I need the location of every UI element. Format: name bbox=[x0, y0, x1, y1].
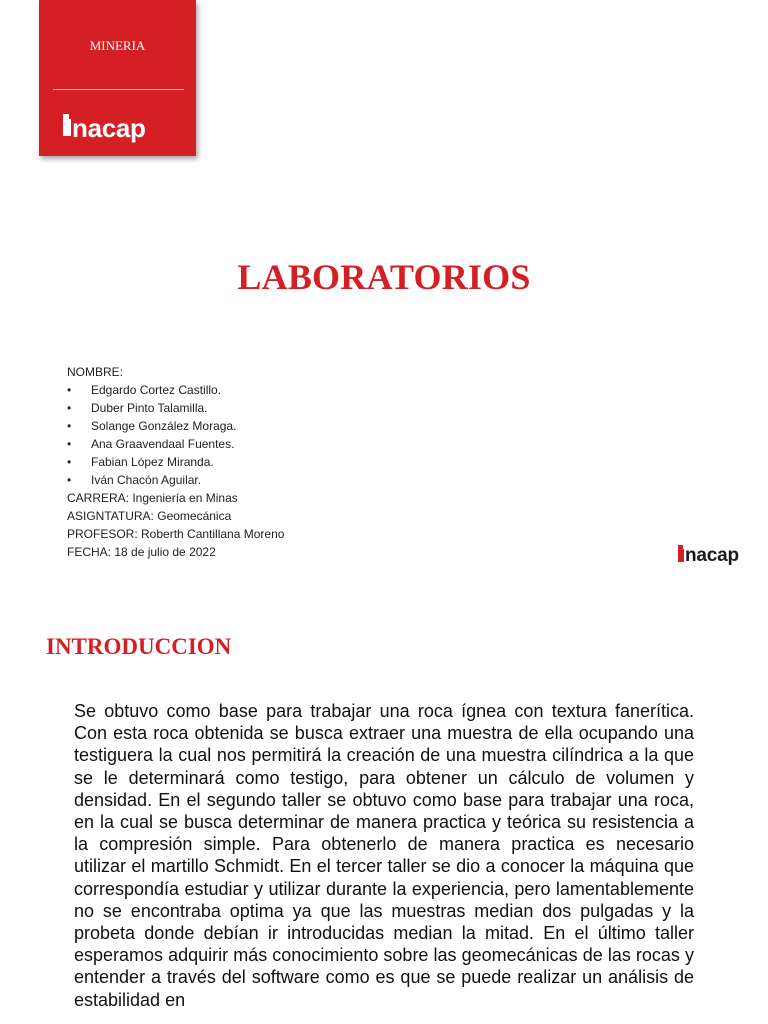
bullet-icon: • bbox=[67, 401, 72, 415]
inacap-side-logo bbox=[678, 544, 739, 566]
inacap-logo-mark-icon bbox=[63, 119, 71, 136]
bullet-icon: • bbox=[67, 419, 72, 433]
header-divider bbox=[53, 89, 184, 90]
list-item bbox=[67, 453, 284, 471]
member-name: Ana Graavendaal Fuentes. bbox=[91, 437, 235, 451]
bullet-icon: • bbox=[67, 455, 72, 469]
member-name: Solange González Moraga. bbox=[91, 419, 237, 433]
list-item bbox=[67, 417, 284, 435]
member-name: Iván Chacón Aguilar. bbox=[91, 473, 202, 487]
carrera-line: CARRERA: Ingeniería en Minas bbox=[67, 491, 238, 505]
faculty-label: MINERIA bbox=[89, 38, 146, 53]
header-tab bbox=[39, 0, 196, 156]
list-item bbox=[67, 435, 284, 453]
nombre-label: NOMBRE: bbox=[67, 365, 124, 379]
introduction-body: Se obtuvo como base para trabajar una roca ígnea con textura fanerítica. Con esta roca obtenida se busca extraer una muestra de ella ocupando una testiguera la cual nos permitirá la creación de una muestra cilíndrica a la que se le determinará como testigo, para obtener un cálculo de volumen y densidad. En el segundo taller se obtuvo como base para trabajar una roca, en la cual se busca determinar de manera practica y teórica su resistencia a la compresión simple. Para obtenerlo de manera practica es necesario utilizar el martillo Schmidt. En el tercer taller se dio a conocer la máquina que correspondía estudiar y utilizar durante la experiencia, pero lamentablemente no se encontraba optima ya que las muestras median dos pulgadas y la probeta donde debían ir introducidas median la mitad. En el último taller esperamos adquirir más conocimiento sobre las geomecánicas de las rocas y entender a través del software como es que se puede realizar un análisis de estabilidad en bbox=[74, 701, 694, 1010]
fecha-line: FECHA: 18 de julio de 2022 bbox=[67, 545, 216, 559]
inacap-side-logo-mark-icon bbox=[678, 549, 684, 562]
asignatura-line: ASIGNTATURA: Geomecánica bbox=[67, 509, 232, 523]
list-item bbox=[67, 471, 284, 489]
list-item bbox=[67, 381, 284, 399]
list-item bbox=[67, 399, 284, 417]
bullet-icon: • bbox=[67, 473, 72, 487]
document-title: LABORATORIOS bbox=[237, 257, 531, 297]
member-name: Duber Pinto Talamilla. bbox=[91, 401, 208, 415]
member-name: Fabian López Miranda. bbox=[91, 455, 214, 469]
member-list bbox=[67, 381, 284, 489]
bullet-icon: • bbox=[67, 437, 72, 451]
inacap-logo bbox=[63, 113, 146, 141]
profesor-line: PROFESOR: Roberth Cantillana Moreno bbox=[67, 527, 285, 541]
inacap-logo-text: nacap bbox=[72, 113, 146, 143]
introduction-heading: INTRODUCCION bbox=[46, 634, 232, 659]
member-name: Edgardo Cortez Castillo. bbox=[91, 383, 222, 397]
inacap-side-logo-text: nacap bbox=[685, 545, 739, 566]
bullet-icon: • bbox=[67, 383, 72, 397]
cover-info bbox=[67, 363, 284, 561]
